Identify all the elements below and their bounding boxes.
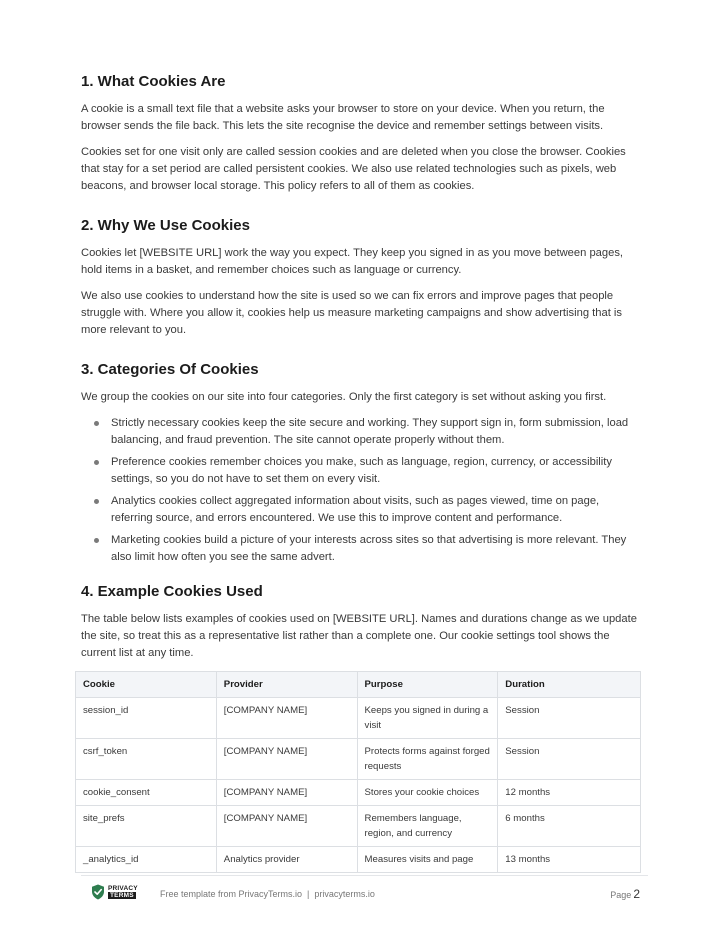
logo-line-privacy: PRIVACY	[108, 885, 138, 892]
section-why-we-use-cookies	[81, 216, 641, 339]
cell-purpose: Stores your cookie choices	[357, 780, 498, 806]
page-number: 2	[633, 887, 640, 901]
list-item: Marketing cookies build a picture of your interests across sites so that advertising is more relevant. They also limit how often you see the same advert.	[81, 532, 641, 566]
logo-line-terms: TERMS	[110, 892, 134, 899]
cell-cookie: _analytics_id	[76, 847, 217, 873]
page-number-label	[610, 887, 640, 901]
table-row	[76, 806, 641, 847]
cell-cookie: site_prefs	[76, 806, 217, 847]
cell-purpose: Protects forms against forged requests	[357, 739, 498, 780]
cell-cookie: csrf_token	[76, 739, 217, 780]
column-header-purpose: Purpose	[357, 672, 498, 698]
cell-purpose: Measures visits and page	[357, 847, 498, 873]
list-item: Preference cookies remember choices you make, such as language, region, currency, or accessibility settings, so you do not have to set them on every visit.	[81, 454, 641, 488]
cell-provider: [COMPANY NAME]	[216, 698, 357, 739]
table-row	[76, 847, 641, 873]
section-example-cookies-used	[81, 582, 641, 873]
cell-cookie: session_id	[76, 698, 217, 739]
section-heading: 2. Why We Use Cookies	[81, 217, 250, 234]
privacyterms-logo	[91, 884, 138, 900]
section-heading: 4. Example Cookies Used	[81, 583, 263, 600]
cell-purpose: Remembers language, region, and currency	[357, 806, 498, 847]
page-label: Page	[610, 890, 632, 900]
paragraph: Cookies let [WEBSITE URL] work the way you expect. They keep you signed in as you move between pages, hold items in a basket, and remember choices such as language or currency.	[81, 247, 624, 276]
section-heading: 3. Categories Of Cookies	[81, 361, 259, 378]
section-what-cookies-are	[81, 72, 641, 195]
column-header-provider: Provider	[216, 672, 357, 698]
footer-note: Free template from PrivacyTerms.io | privacyterms.io	[160, 889, 375, 899]
paragraph: We group the cookies on our site into four categories. Only the first category is set without asking you first.	[81, 391, 607, 403]
cookie-table	[75, 671, 641, 873]
cell-provider: [COMPANY NAME]	[216, 739, 357, 780]
paragraph: A cookie is a small text file that a website asks your browser to store on your device. When you return, the browser sends the file back. This lets the site recognise the device and remember settings between visits.	[81, 103, 605, 132]
cell-purpose: Keeps you signed in during a visit	[357, 698, 498, 739]
table-row	[76, 698, 641, 739]
cell-provider: [COMPANY NAME]	[216, 806, 357, 847]
document-body	[81, 72, 641, 873]
section-categories-of-cookies	[81, 360, 641, 566]
cell-duration: Session	[498, 698, 641, 739]
cell-duration: 6 months	[498, 806, 641, 847]
paragraph: Cookies set for one visit only are called session cookies and are deleted when you close the browser. Cookies that stay for a set period are called persistent cookies. We also use related technologies such as pixels, web beacons, and browser local storage. This policy refers to all of them as cookies.	[81, 146, 626, 192]
list-item: Analytics cookies collect aggregated information about visits, such as pages viewed, time on page, referring source, and errors encountered. We use this to improve content and performance.	[81, 493, 641, 527]
section-heading: 1. What Cookies Are	[81, 73, 226, 90]
table-row	[76, 780, 641, 806]
cell-duration: 13 months	[498, 847, 641, 873]
page-footer	[81, 875, 648, 911]
column-header-cookie: Cookie	[76, 672, 217, 698]
cell-provider: [COMPANY NAME]	[216, 780, 357, 806]
logo-wordmark	[108, 885, 138, 899]
shield-check-icon	[91, 884, 105, 900]
cell-duration: 12 months	[498, 780, 641, 806]
table-header-row	[76, 672, 641, 698]
cell-provider: Analytics provider	[216, 847, 357, 873]
cell-duration: Session	[498, 739, 641, 780]
paragraph: We also use cookies to understand how the site is used so we can fix errors and improve pages that people struggle with. Where you allow it, cookies help us measure marketing campaigns and show advertising that is more relevant to you.	[81, 290, 622, 336]
category-list	[81, 415, 641, 566]
list-item: Strictly necessary cookies keep the site secure and working. They support sign in, form submission, load balancing, and fraud prevention. The site cannot operate properly without them.	[81, 415, 641, 449]
column-header-duration: Duration	[498, 672, 641, 698]
table-row	[76, 739, 641, 780]
paragraph: The table below lists examples of cookies used on [WEBSITE URL]. Names and durations change as we update the site, so treat this as a representative list rather than a complete one. Our cookie settings tool shows the current list at any time.	[81, 613, 637, 659]
cell-cookie: cookie_consent	[76, 780, 217, 806]
